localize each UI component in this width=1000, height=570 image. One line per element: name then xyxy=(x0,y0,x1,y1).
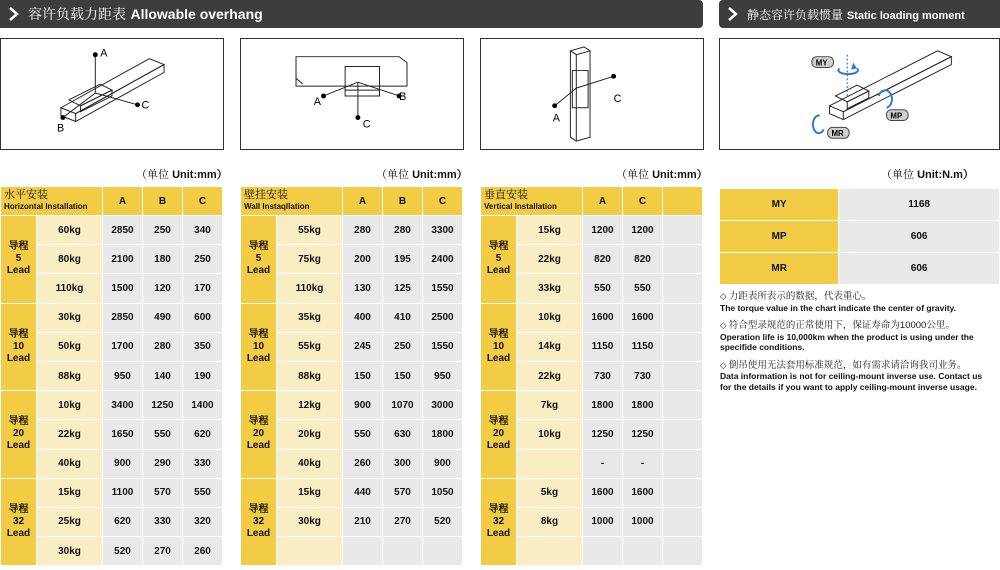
label-mr: MR xyxy=(831,129,844,139)
value-cell: 570 xyxy=(383,478,423,507)
lead-cell: 导程 20 Lead xyxy=(481,391,517,479)
value-cell: 3400 xyxy=(103,391,143,420)
load-cell: 15kg xyxy=(277,478,343,507)
moment-key: MY xyxy=(720,189,839,221)
value-cell xyxy=(663,391,703,420)
moment-value: 606 xyxy=(839,221,1000,253)
label-b: B xyxy=(57,122,65,135)
table-row xyxy=(1,216,223,245)
value-cell: 1600 xyxy=(623,303,663,332)
table-row xyxy=(1,303,223,332)
chevron-right-icon xyxy=(725,7,739,21)
load-cell: 33kg xyxy=(517,274,583,303)
load-cell: 88kg xyxy=(277,361,343,390)
value-cell: 3300 xyxy=(423,216,463,245)
value-cell xyxy=(663,245,703,274)
load-cell: 10kg xyxy=(517,303,583,332)
value-cell: 330 xyxy=(143,507,183,536)
lead-cell: 导程 5 Lead xyxy=(1,216,37,304)
lead-cell: 导程 10 Lead xyxy=(481,303,517,391)
table-row xyxy=(1,391,223,420)
value-cell: 950 xyxy=(423,361,463,390)
load-cell: 110kg xyxy=(277,274,343,303)
value-cell: 410 xyxy=(383,303,423,332)
lead-cell: 导程 5 Lead xyxy=(481,216,517,304)
load-cell xyxy=(277,537,343,566)
spec-table xyxy=(240,186,463,566)
load-cell: 25kg xyxy=(37,507,103,536)
header-title-en: Allowable overhang xyxy=(130,6,263,22)
value-cell xyxy=(663,361,703,390)
label-mp: MP xyxy=(890,111,903,121)
table-row xyxy=(241,303,463,332)
column-header: A xyxy=(583,187,623,216)
value-cell: 170 xyxy=(183,274,223,303)
moment-row xyxy=(720,253,1000,285)
value-cell: 630 xyxy=(383,420,423,449)
header-title-en: Static loading moment xyxy=(846,9,965,22)
value-cell: 1650 xyxy=(103,420,143,449)
label-my: MY xyxy=(815,58,828,68)
load-cell: 40kg xyxy=(37,449,103,478)
load-cell: 30kg xyxy=(277,507,343,536)
load-cell: 5kg xyxy=(517,478,583,507)
value-cell xyxy=(423,537,463,566)
value-cell xyxy=(663,420,703,449)
load-cell: 55kg xyxy=(277,332,343,361)
value-cell: 1150 xyxy=(623,332,663,361)
value-cell xyxy=(663,303,703,332)
value-cell: 340 xyxy=(183,216,223,245)
value-cell: 2100 xyxy=(103,245,143,274)
value-cell: - xyxy=(583,449,623,478)
value-cell: 520 xyxy=(423,507,463,536)
header-title-cn: 容许负载力距表 xyxy=(28,7,126,23)
load-cell: 35kg xyxy=(277,303,343,332)
load-cell: 80kg xyxy=(37,245,103,274)
label-c: C xyxy=(362,118,371,131)
value-cell: 620 xyxy=(103,507,143,536)
moment-table xyxy=(719,188,1000,285)
label-c: C xyxy=(613,92,622,105)
value-cell: 1600 xyxy=(583,478,623,507)
value-cell: 900 xyxy=(103,449,143,478)
note-item: ◇ 倒吊使用无法套用标准规范，如有需求请洽询我司业务。 Data information is not for ceiling-mount inverse use. Contact us for the details if you want to apply ceiling-mount inverse usage. xyxy=(720,359,983,392)
load-cell: 30kg xyxy=(37,537,103,566)
value-cell: 1700 xyxy=(103,332,143,361)
value-cell: 1070 xyxy=(383,391,423,420)
unit-note-wall: （单位 Unit:mm） xyxy=(376,169,468,181)
table-row xyxy=(481,216,703,245)
unit-note-moment: （单位 Unit:N.m） xyxy=(881,169,974,181)
value-cell: 1550 xyxy=(423,274,463,303)
value-cell: 245 xyxy=(343,332,383,361)
table-row xyxy=(241,391,463,420)
value-cell: 200 xyxy=(343,245,383,274)
label-b: B xyxy=(399,90,407,103)
column-header xyxy=(663,187,703,216)
value-cell: 490 xyxy=(143,303,183,332)
value-cell: 140 xyxy=(143,361,183,390)
value-cell xyxy=(663,507,703,536)
value-cell: 2850 xyxy=(103,303,143,332)
value-cell: 2850 xyxy=(103,216,143,245)
load-cell: 110kg xyxy=(37,274,103,303)
moment-key: MP xyxy=(720,221,839,253)
value-cell xyxy=(663,537,703,566)
value-cell: 250 xyxy=(383,332,423,361)
value-cell: 550 xyxy=(143,420,183,449)
value-cell xyxy=(383,537,423,566)
value-cell: 550 xyxy=(343,420,383,449)
value-cell: 950 xyxy=(103,361,143,390)
value-cell: 1800 xyxy=(583,391,623,420)
lead-cell: 导程 32 Lead xyxy=(481,478,517,566)
spec-table xyxy=(480,186,703,566)
value-cell: 180 xyxy=(143,245,183,274)
load-cell: 40kg xyxy=(277,449,343,478)
value-cell: 730 xyxy=(583,361,623,390)
value-cell: 620 xyxy=(183,420,223,449)
value-cell xyxy=(583,537,623,566)
value-cell: 330 xyxy=(183,449,223,478)
load-cell: 7kg xyxy=(517,391,583,420)
value-cell: 125 xyxy=(383,274,423,303)
value-cell: 1800 xyxy=(423,420,463,449)
value-cell: 1200 xyxy=(623,216,663,245)
lead-cell: 导程 10 Lead xyxy=(1,303,37,391)
moment-row xyxy=(720,221,1000,253)
load-cell: 22kg xyxy=(37,420,103,449)
value-cell xyxy=(623,537,663,566)
value-cell: 1150 xyxy=(583,332,623,361)
load-cell: 22kg xyxy=(517,361,583,390)
moment-row xyxy=(720,189,1000,221)
value-cell xyxy=(663,216,703,245)
value-cell: 1200 xyxy=(583,216,623,245)
value-cell: 150 xyxy=(343,361,383,390)
value-cell: 600 xyxy=(183,303,223,332)
value-cell: 1600 xyxy=(623,478,663,507)
load-cell: 15kg xyxy=(37,478,103,507)
value-cell: 270 xyxy=(383,507,423,536)
table-row xyxy=(481,478,703,507)
value-cell: 195 xyxy=(383,245,423,274)
value-cell: 150 xyxy=(383,361,423,390)
value-cell: 550 xyxy=(583,274,623,303)
load-cell xyxy=(517,449,583,478)
column-header: B xyxy=(143,187,183,216)
value-cell: 250 xyxy=(143,216,183,245)
load-cell: 60kg xyxy=(37,216,103,245)
allowable-overhang-header xyxy=(0,0,703,28)
value-cell: 1100 xyxy=(103,478,143,507)
column-header: C xyxy=(623,187,663,216)
value-cell: 1550 xyxy=(423,332,463,361)
label-a: A xyxy=(552,112,560,125)
value-cell: 270 xyxy=(143,537,183,566)
value-cell: 260 xyxy=(343,449,383,478)
value-cell: 120 xyxy=(143,274,183,303)
value-cell: 300 xyxy=(383,449,423,478)
label-c: C xyxy=(141,99,150,112)
value-cell: 900 xyxy=(343,391,383,420)
value-cell: 1250 xyxy=(623,420,663,449)
table-row xyxy=(481,303,703,332)
value-cell: 280 xyxy=(143,332,183,361)
unit-note-horizontal: （单位 Unit:mm） xyxy=(136,169,228,181)
column-header: A xyxy=(343,187,383,216)
load-cell: 14kg xyxy=(517,332,583,361)
horizontal-installation-diagram xyxy=(0,38,224,150)
value-cell xyxy=(663,449,703,478)
value-cell: 350 xyxy=(183,332,223,361)
value-cell: 1800 xyxy=(623,391,663,420)
moment-key: MR xyxy=(720,253,839,285)
value-cell: 520 xyxy=(103,537,143,566)
value-cell: 820 xyxy=(583,245,623,274)
value-cell: 290 xyxy=(143,449,183,478)
spec-table xyxy=(0,186,223,566)
table-row xyxy=(481,391,703,420)
load-cell: 20kg xyxy=(277,420,343,449)
value-cell: 550 xyxy=(183,478,223,507)
column-header: C xyxy=(183,187,223,216)
moment-value: 606 xyxy=(839,253,1000,285)
load-cell: 30kg xyxy=(37,303,103,332)
load-cell: 22kg xyxy=(517,245,583,274)
moment-value: 1168 xyxy=(839,189,1000,221)
value-cell: - xyxy=(623,449,663,478)
value-cell: 440 xyxy=(343,478,383,507)
lead-cell: 导程 5 Lead xyxy=(241,216,277,304)
load-cell xyxy=(517,537,583,566)
table-title: 垂直安装 Vertical Installation xyxy=(481,187,583,216)
table-row xyxy=(241,478,463,507)
load-cell: 8kg xyxy=(517,507,583,536)
column-header: B xyxy=(383,187,423,216)
label-a: A xyxy=(313,95,321,108)
value-cell: 2400 xyxy=(423,245,463,274)
value-cell: 2500 xyxy=(423,303,463,332)
value-cell: 1400 xyxy=(183,391,223,420)
column-header: C xyxy=(423,187,463,216)
lead-cell: 导程 20 Lead xyxy=(1,391,37,479)
value-cell: 1600 xyxy=(583,303,623,332)
value-cell: 400 xyxy=(343,303,383,332)
table-title: 壁挂安装 Wall Instaqllation xyxy=(241,187,343,216)
table-row xyxy=(1,478,223,507)
load-cell: 55kg xyxy=(277,216,343,245)
notes xyxy=(720,291,995,399)
value-cell: 1250 xyxy=(143,391,183,420)
value-cell: 1250 xyxy=(583,420,623,449)
value-cell: 250 xyxy=(183,245,223,274)
note-item: ◇ 力距表所表示的数据，代表重心。 The torque value in the chart indicate the center of gravity. xyxy=(720,291,957,313)
value-cell: 320 xyxy=(183,507,223,536)
load-cell: 75kg xyxy=(277,245,343,274)
label-a: A xyxy=(100,47,108,60)
load-cell: 10kg xyxy=(517,420,583,449)
value-cell: 210 xyxy=(343,507,383,536)
lead-cell: 导程 20 Lead xyxy=(241,391,277,479)
load-cell: 12kg xyxy=(277,391,343,420)
load-cell: 15kg xyxy=(517,216,583,245)
value-cell: 280 xyxy=(343,216,383,245)
value-cell: 730 xyxy=(623,361,663,390)
table-row xyxy=(241,216,463,245)
lead-cell: 导程 32 Lead xyxy=(241,478,277,566)
value-cell xyxy=(663,478,703,507)
load-cell: 50kg xyxy=(37,332,103,361)
value-cell: 3000 xyxy=(423,391,463,420)
value-cell xyxy=(343,537,383,566)
table-title: 水平安装 Horizontal Installation xyxy=(1,187,103,216)
chevron-right-icon xyxy=(6,7,20,21)
value-cell: 570 xyxy=(143,478,183,507)
value-cell xyxy=(663,274,703,303)
static-loading-moment-header xyxy=(719,0,1000,28)
load-cell: 10kg xyxy=(37,391,103,420)
vertical-installation-diagram xyxy=(480,38,704,150)
load-cell: 88kg xyxy=(37,361,103,390)
header-title-cn: 静态容许负载惯量 xyxy=(747,7,844,22)
value-cell: 900 xyxy=(423,449,463,478)
value-cell: 1050 xyxy=(423,478,463,507)
value-cell: 260 xyxy=(183,537,223,566)
value-cell: 130 xyxy=(343,274,383,303)
note-item: ◇ 符合型录规范的正常使用下，保证寿命为10000公里。 Operation life is 10,000km when the product is using under the specifide conditions. xyxy=(720,320,974,352)
value-cell: 1000 xyxy=(583,507,623,536)
column-header: A xyxy=(103,187,143,216)
wall-installation-diagram xyxy=(240,38,464,150)
value-cell: 1000 xyxy=(623,507,663,536)
value-cell: 1500 xyxy=(103,274,143,303)
value-cell: 280 xyxy=(383,216,423,245)
lead-cell: 导程 10 Lead xyxy=(241,303,277,391)
value-cell: 550 xyxy=(623,274,663,303)
value-cell xyxy=(663,332,703,361)
lead-cell: 导程 32 Lead xyxy=(1,478,37,566)
static-moment-diagram xyxy=(719,38,1000,150)
unit-note-vertical: （单位 Unit:mm） xyxy=(616,169,708,181)
value-cell: 190 xyxy=(183,361,223,390)
value-cell: 820 xyxy=(623,245,663,274)
